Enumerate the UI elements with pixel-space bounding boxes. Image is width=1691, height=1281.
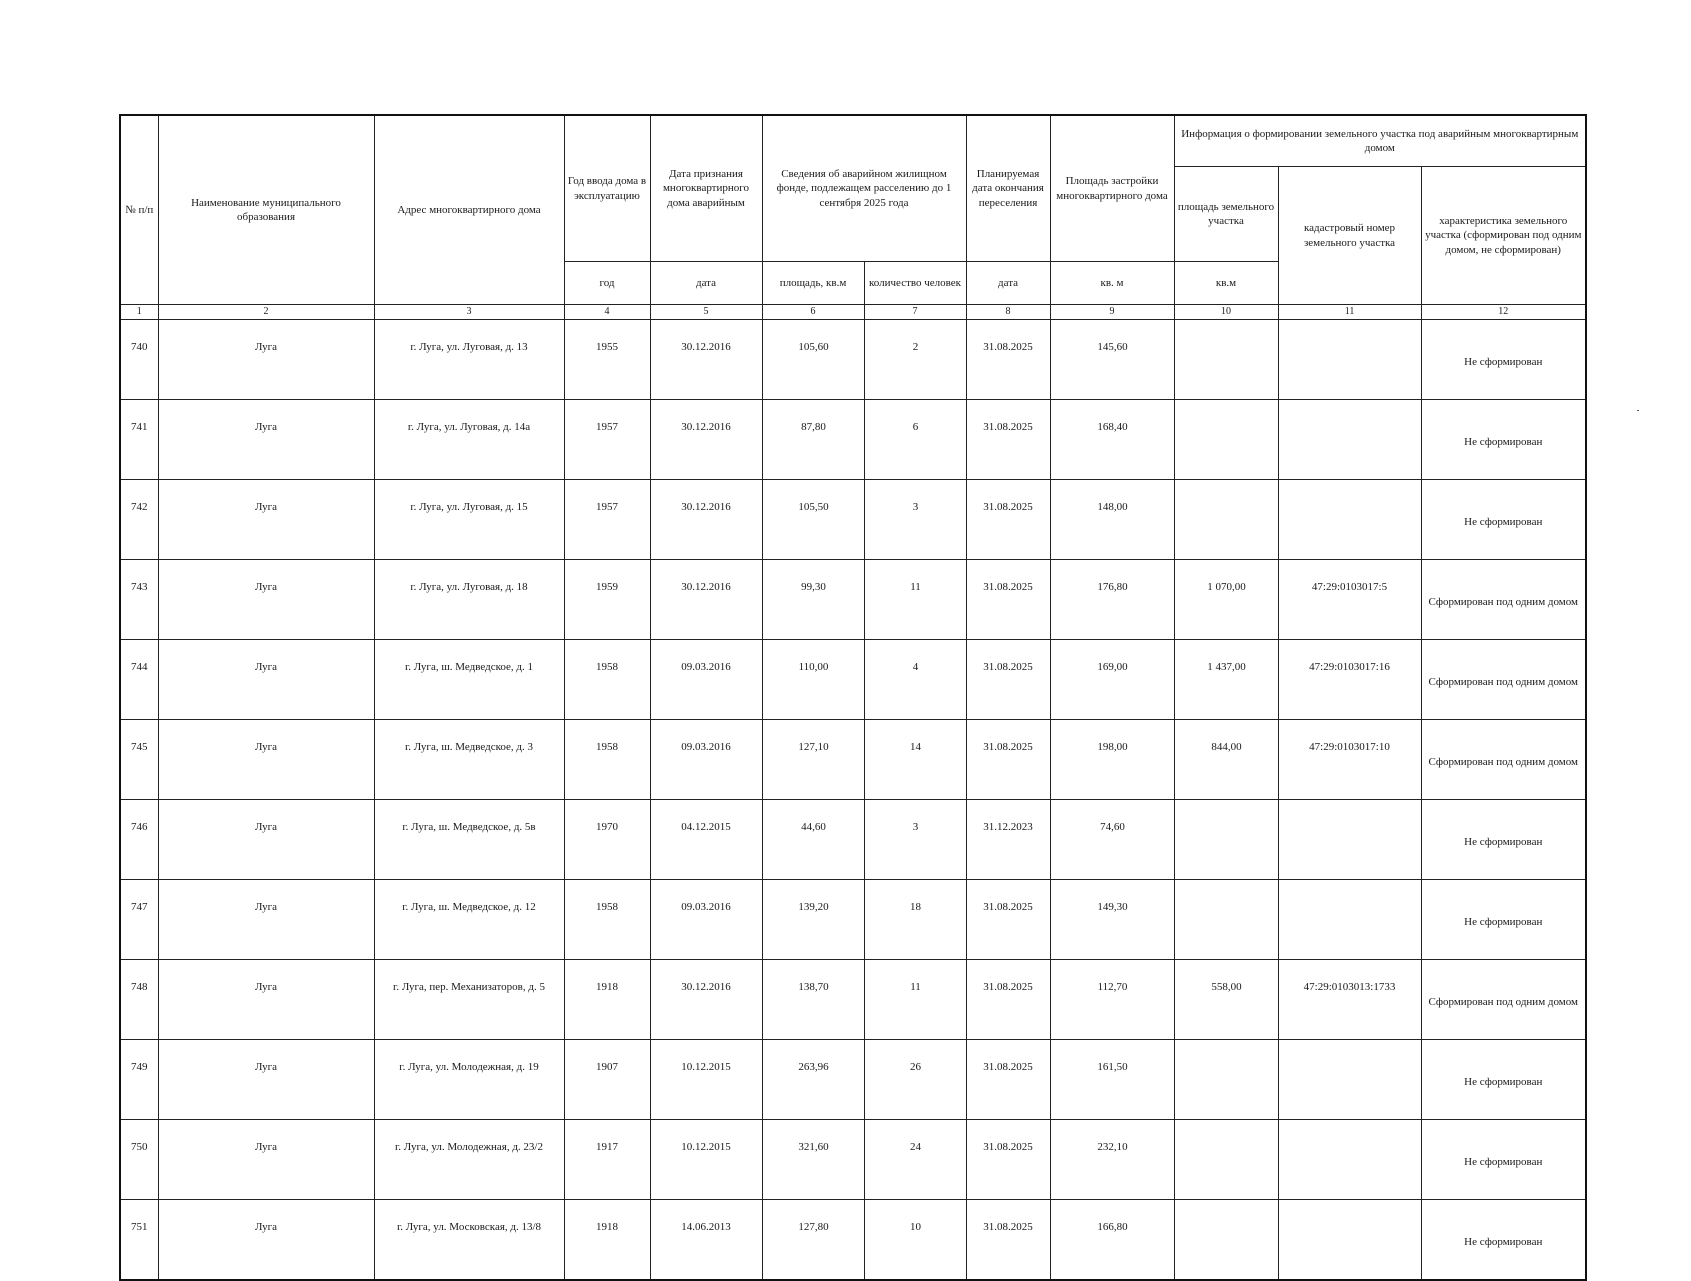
row-land-area: 844,00 (1174, 720, 1278, 800)
row-municipality: Луга (158, 480, 374, 560)
row-year: 1955 (564, 320, 650, 400)
row-address: г. Луга, ул. Московская, д. 13/8 (374, 1200, 564, 1281)
row-building-area: 169,00 (1050, 640, 1174, 720)
row-date: 09.03.2016 (650, 720, 762, 800)
table-row (120, 880, 1586, 960)
row-date: 14.06.2013 (650, 1200, 762, 1281)
row-land-status: Не сформирован (1421, 800, 1586, 880)
table-row (120, 960, 1586, 1040)
column-numbers-row (120, 305, 1586, 320)
scan-speck (1637, 410, 1639, 411)
row-building-area: 148,00 (1050, 480, 1174, 560)
table-row (120, 800, 1586, 880)
sub-building-area: кв. м (1050, 262, 1174, 305)
sub-people: количество человек (864, 262, 966, 305)
row-address: г. Луга, ул. Луговая, д. 13 (374, 320, 564, 400)
header-building-area: Площадь застройки многоквартирного дома (1050, 115, 1174, 262)
sub-year: год (564, 262, 650, 305)
row-land-area (1174, 1040, 1278, 1120)
row-planned-date: 31.08.2025 (966, 880, 1050, 960)
row-date: 04.12.2015 (650, 800, 762, 880)
row-planned-date: 31.08.2025 (966, 1120, 1050, 1200)
header-land-info: Информация о формировании земельного участка под аварийным многоквартирным домом (1174, 115, 1586, 167)
table-body (120, 320, 1586, 1281)
row-area: 127,80 (762, 1200, 864, 1281)
row-date: 30.12.2016 (650, 480, 762, 560)
header-land-area: площадь земельного участка (1174, 167, 1278, 262)
row-year: 1918 (564, 960, 650, 1040)
row-building-area: 198,00 (1050, 720, 1174, 800)
row-area: 105,50 (762, 480, 864, 560)
header-municipality: Наименование муниципального образования (158, 115, 374, 305)
row-address: г. Луга, ул. Молодежная, д. 23/2 (374, 1120, 564, 1200)
col-number: 12 (1421, 305, 1586, 320)
row-cadastral (1278, 880, 1421, 960)
table-row (120, 400, 1586, 480)
row-cadastral: 47:29:0103017:16 (1278, 640, 1421, 720)
row-planned-date: 31.08.2025 (966, 400, 1050, 480)
row-land-area (1174, 320, 1278, 400)
table-row (120, 640, 1586, 720)
row-area: 99,30 (762, 560, 864, 640)
row-year: 1907 (564, 1040, 650, 1120)
row-number: 751 (120, 1200, 158, 1281)
row-number: 741 (120, 400, 158, 480)
row-area: 139,20 (762, 880, 864, 960)
row-land-status: Не сформирован (1421, 880, 1586, 960)
row-cadastral (1278, 800, 1421, 880)
row-area: 138,70 (762, 960, 864, 1040)
row-land-area (1174, 1200, 1278, 1281)
table-row (120, 480, 1586, 560)
row-land-status: Не сформирован (1421, 480, 1586, 560)
row-people: 3 (864, 800, 966, 880)
row-year: 1958 (564, 720, 650, 800)
row-year: 1918 (564, 1200, 650, 1281)
row-planned-date: 31.08.2025 (966, 560, 1050, 640)
row-land-status: Не сформирован (1421, 320, 1586, 400)
row-number: 746 (120, 800, 158, 880)
row-land-area (1174, 800, 1278, 880)
row-address: г. Луга, ш. Медведское, д. 3 (374, 720, 564, 800)
sub-area: площадь, кв.м (762, 262, 864, 305)
row-number: 745 (120, 720, 158, 800)
row-area: 87,80 (762, 400, 864, 480)
row-cadastral: 47:29:0103017:10 (1278, 720, 1421, 800)
header-year: Год ввода дома в эксплуатацию (564, 115, 650, 262)
row-date: 10.12.2015 (650, 1120, 762, 1200)
col-number: 4 (564, 305, 650, 320)
row-date: 09.03.2016 (650, 640, 762, 720)
row-address: г. Луга, ш. Медведское, д. 5в (374, 800, 564, 880)
row-municipality: Луга (158, 400, 374, 480)
row-area: 321,60 (762, 1120, 864, 1200)
row-number: 747 (120, 880, 158, 960)
col-number: 10 (1174, 305, 1278, 320)
row-people: 11 (864, 960, 966, 1040)
row-area: 105,60 (762, 320, 864, 400)
row-year: 1958 (564, 640, 650, 720)
row-municipality: Луга (158, 800, 374, 880)
row-people: 6 (864, 400, 966, 480)
row-municipality: Луга (158, 320, 374, 400)
row-building-area: 161,50 (1050, 1040, 1174, 1120)
row-people: 2 (864, 320, 966, 400)
row-area: 44,60 (762, 800, 864, 880)
table-row (120, 1200, 1586, 1281)
row-municipality: Луга (158, 960, 374, 1040)
row-cadastral (1278, 400, 1421, 480)
row-number: 749 (120, 1040, 158, 1120)
row-municipality: Луга (158, 1040, 374, 1120)
row-area: 110,00 (762, 640, 864, 720)
row-address: г. Луга, ул. Луговая, д. 18 (374, 560, 564, 640)
col-number: 2 (158, 305, 374, 320)
row-land-status: Сформирован под одним домом (1421, 560, 1586, 640)
row-planned-date: 31.08.2025 (966, 640, 1050, 720)
row-building-area: 168,40 (1050, 400, 1174, 480)
row-address: г. Луга, ш. Медведское, д. 12 (374, 880, 564, 960)
table-row (120, 560, 1586, 640)
row-building-area: 145,60 (1050, 320, 1174, 400)
row-people: 3 (864, 480, 966, 560)
row-cadastral (1278, 1200, 1421, 1281)
row-land-status: Сформирован под одним домом (1421, 720, 1586, 800)
sub-land-area: кв.м (1174, 262, 1278, 305)
row-land-status: Не сформирован (1421, 1200, 1586, 1281)
row-cadastral (1278, 1120, 1421, 1200)
row-cadastral: 47:29:0103017:5 (1278, 560, 1421, 640)
header-emergency-info: Сведения об аварийном жилищном фонде, подлежащем расселению до 1 сентября 2025 года (762, 115, 966, 262)
row-planned-date: 31.08.2025 (966, 480, 1050, 560)
table-row (120, 1040, 1586, 1120)
row-cadastral: 47:29:0103013:1733 (1278, 960, 1421, 1040)
row-people: 14 (864, 720, 966, 800)
col-number: 6 (762, 305, 864, 320)
row-people: 26 (864, 1040, 966, 1120)
row-number: 740 (120, 320, 158, 400)
row-number: 743 (120, 560, 158, 640)
row-number: 750 (120, 1120, 158, 1200)
row-planned-date: 31.08.2025 (966, 1200, 1050, 1281)
header-planned-date: Планируемая дата окончания переселения (966, 115, 1050, 262)
row-people: 10 (864, 1200, 966, 1281)
row-address: г. Луга, ш. Медведское, д. 1 (374, 640, 564, 720)
row-address: г. Луга, ул. Луговая, д. 14а (374, 400, 564, 480)
row-cadastral (1278, 1040, 1421, 1120)
row-land-area (1174, 480, 1278, 560)
header-land-status: характеристика земельного участка (сформирован под одним домом, не сформирован) (1421, 167, 1586, 305)
row-land-area: 558,00 (1174, 960, 1278, 1040)
row-year: 1957 (564, 480, 650, 560)
row-planned-date: 31.08.2025 (966, 960, 1050, 1040)
header-address: Адрес многоквартирного дома (374, 115, 564, 305)
row-planned-date: 31.08.2025 (966, 320, 1050, 400)
row-number: 742 (120, 480, 158, 560)
row-land-area: 1 070,00 (1174, 560, 1278, 640)
row-municipality: Луга (158, 560, 374, 640)
row-year: 1959 (564, 560, 650, 640)
row-municipality: Луга (158, 1200, 374, 1281)
row-land-status: Не сформирован (1421, 1120, 1586, 1200)
document-sheet (119, 114, 1585, 1281)
sub-date: дата (650, 262, 762, 305)
row-area: 127,10 (762, 720, 864, 800)
row-people: 11 (864, 560, 966, 640)
row-municipality: Луга (158, 720, 374, 800)
col-number: 11 (1278, 305, 1421, 320)
row-cadastral (1278, 320, 1421, 400)
row-building-area: 74,60 (1050, 800, 1174, 880)
row-planned-date: 31.08.2025 (966, 720, 1050, 800)
header-row-1 (120, 115, 1586, 167)
table-row (120, 320, 1586, 400)
header-num: № п/п (120, 115, 158, 305)
row-number: 748 (120, 960, 158, 1040)
row-address: г. Луга, пер. Механизаторов, д. 5 (374, 960, 564, 1040)
row-land-area: 1 437,00 (1174, 640, 1278, 720)
table-row (120, 1120, 1586, 1200)
row-building-area: 166,80 (1050, 1200, 1174, 1281)
housing-table (119, 114, 1587, 1281)
col-number: 8 (966, 305, 1050, 320)
row-planned-date: 31.08.2025 (966, 1040, 1050, 1120)
row-date: 30.12.2016 (650, 560, 762, 640)
row-cadastral (1278, 480, 1421, 560)
row-municipality: Луга (158, 1120, 374, 1200)
header-date-recognition: Дата признания многоквартирного дома аварийным (650, 115, 762, 262)
row-people: 18 (864, 880, 966, 960)
col-number: 3 (374, 305, 564, 320)
row-date: 30.12.2016 (650, 960, 762, 1040)
col-number: 7 (864, 305, 966, 320)
row-year: 1970 (564, 800, 650, 880)
row-date: 30.12.2016 (650, 320, 762, 400)
row-date: 10.12.2015 (650, 1040, 762, 1120)
row-land-status: Не сформирован (1421, 400, 1586, 480)
row-land-area (1174, 880, 1278, 960)
row-building-area: 176,80 (1050, 560, 1174, 640)
row-people: 24 (864, 1120, 966, 1200)
row-date: 30.12.2016 (650, 400, 762, 480)
row-land-status: Сформирован под одним домом (1421, 640, 1586, 720)
row-municipality: Луга (158, 640, 374, 720)
col-number: 9 (1050, 305, 1174, 320)
header-cadastral: кадастровый номер земельного участка (1278, 167, 1421, 305)
sub-planned-date: дата (966, 262, 1050, 305)
row-land-status: Не сформирован (1421, 1040, 1586, 1120)
row-year: 1957 (564, 400, 650, 480)
row-building-area: 232,10 (1050, 1120, 1174, 1200)
row-land-status: Сформирован под одним домом (1421, 960, 1586, 1040)
row-area: 263,96 (762, 1040, 864, 1120)
row-year: 1958 (564, 880, 650, 960)
row-building-area: 149,30 (1050, 880, 1174, 960)
row-planned-date: 31.12.2023 (966, 800, 1050, 880)
row-address: г. Луга, ул. Молодежная, д. 19 (374, 1040, 564, 1120)
col-number: 1 (120, 305, 158, 320)
row-building-area: 112,70 (1050, 960, 1174, 1040)
table-row (120, 720, 1586, 800)
row-address: г. Луга, ул. Луговая, д. 15 (374, 480, 564, 560)
row-land-area (1174, 1120, 1278, 1200)
row-year: 1917 (564, 1120, 650, 1200)
row-people: 4 (864, 640, 966, 720)
row-date: 09.03.2016 (650, 880, 762, 960)
col-number: 5 (650, 305, 762, 320)
row-municipality: Луга (158, 880, 374, 960)
row-land-area (1174, 400, 1278, 480)
row-number: 744 (120, 640, 158, 720)
